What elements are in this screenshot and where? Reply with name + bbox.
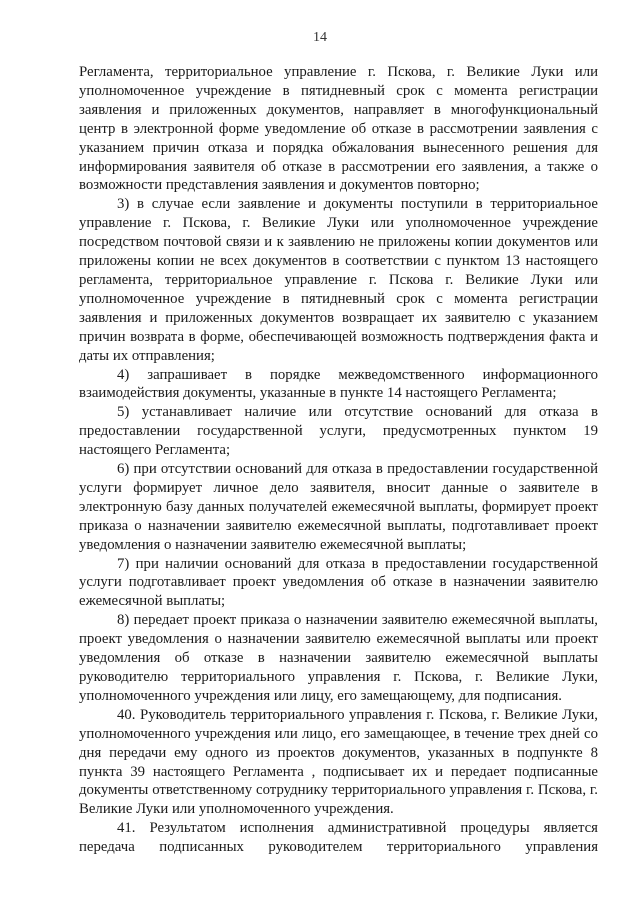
paragraph-item-7: 7) при наличии оснований для отказа в предоставлении государственной услуги подготавливает проект уведомления об отказе в назначении заявителю ежемесячной выплаты; bbox=[79, 555, 598, 610]
paragraph-continuation: Регламента, территориальное управление г. Пскова, г. Великие Луки или уполномоченное учреждение в пятидневный срок с момента регистрации заявления и приложенных документов, направляет в многофункциональный центр в электронной форме уведомление об отказе в рассмотрении заявления с указанием причин отказа и порядка обжалования вынесенного решения для информирования заявителя об отказе в рассмотрении его заявления, а также о возможности представления заявления и документов повторно; bbox=[79, 64, 598, 194]
paragraph-clause-40: 40. Руководитель территориального управления г. Пскова, г. Великие Луки, уполномоченного учреждения или лицо, его замещающее, в течение трех дней со дня передачи ему одного из проектов документов, указанных в подпункте 8 пункта 39 настоящего Регламента , подписывает их и передает подписанные документы ответственному сотруднику территориального управления г. Пскова, г. Великие Луки или уполномоченного учреждения. bbox=[79, 706, 598, 818]
paragraph-item-4: 4) запрашивает в порядке межведомственного информационного взаимодействия документы, указанные в пункте 14 настоящего Регламента; bbox=[79, 366, 598, 402]
paragraph-clause-41: 41. Результатом исполнения административной процедуры является передача подписанных руководителем территориального управления bbox=[79, 820, 598, 856]
paragraph-item-6: 6) при отсутствии оснований для отказа в предоставлении государственной услуги формирует личное дело заявителя, вносит данные о заявителе в электронную базу данных получателей ежемесячной выплаты, формирует проект приказа о назначении заявителю ежемесячной выплаты, подготавливает проект уведомления о назначении заявителю ежемесячной выплаты; bbox=[79, 461, 598, 553]
paragraph-item-5: 5) устанавливает наличие или отсутствие оснований для отказа в предоставлении государственной услуги, предусмотренных пунктом 19 настоящего Регламента; bbox=[79, 404, 598, 459]
page-number: 14 bbox=[313, 30, 327, 45]
document-body bbox=[79, 63, 598, 857]
paragraph-item-3: 3) в случае если заявление и документы поступили в территориальное управление г. Пскова, г. Великие Луки или уполномоченное учреждение посредством почтовой связи и к заявлению не приложены копии документов или приложены копии не всех документов в соответствии с пунктом 13 настоящего регламента, территориальное управление г. Пскова г. Великие Луки или уполномоченное учреждение в пятидневный срок с момента регистрации заявления и приложенных документов возвращает их заявителю с указанием причин возврата в форме, обеспечивающей возможность подтверждения факта и даты их отправления; bbox=[79, 196, 598, 364]
paragraph-item-8: 8) передает проект приказа о назначении заявителю ежемесячной выплаты, проект уведомления о назначении заявителю ежемесячной выплаты или проект уведомления об отказе в назначении заявителю ежемесячной выплаты руководителю территориального управления г. Пскова, г. Великие Луки, уполномоченного учреждения или лицу, его замещающему, для подписания. bbox=[79, 612, 598, 704]
